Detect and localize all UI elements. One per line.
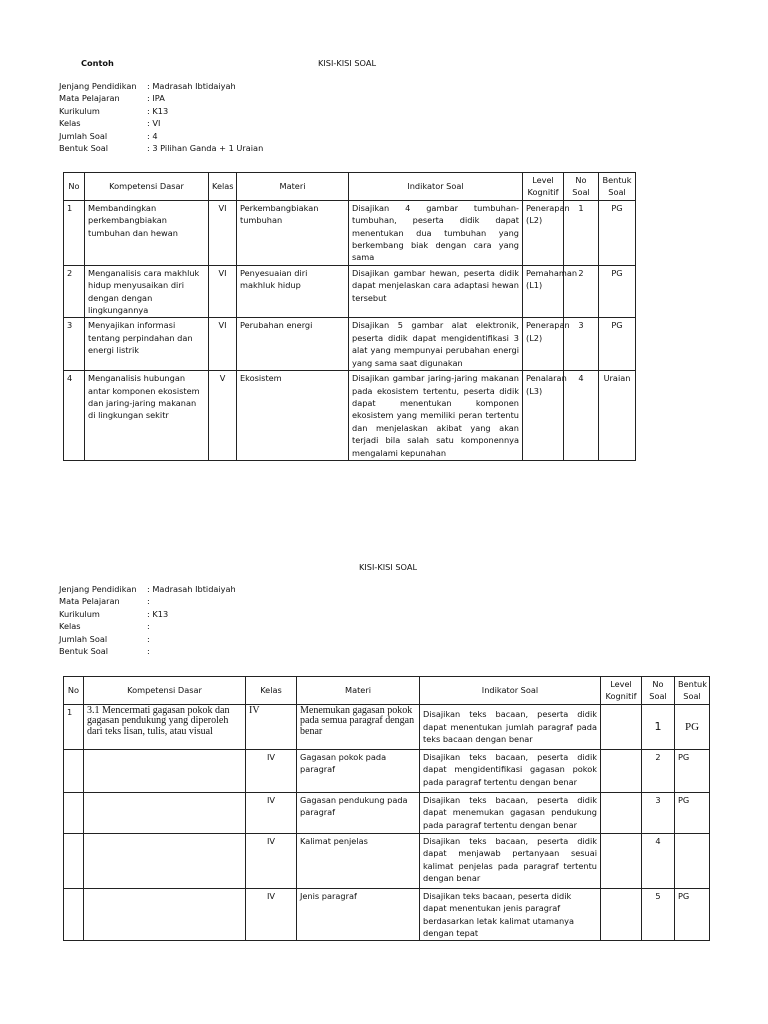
cell-bentuk: PG bbox=[599, 200, 636, 265]
cell-kd: Menganalisis hubungan antar komponen ekosistem dan jaring-jaring makanan di lingkungan sekitr bbox=[85, 371, 209, 461]
cell-level: Penerapan (L2) bbox=[523, 318, 564, 371]
meta-row bbox=[59, 130, 263, 142]
header-cell: Kelas bbox=[209, 173, 237, 201]
table-row bbox=[64, 200, 636, 265]
header-cell: Kompetensi Dasar bbox=[84, 677, 246, 705]
cell-materi: Jenis paragraf bbox=[297, 888, 420, 941]
cell-no: 2 bbox=[64, 265, 85, 318]
cell-level bbox=[601, 833, 642, 888]
header-cell: No Soal bbox=[564, 173, 599, 201]
kisi-table-1 bbox=[63, 172, 636, 461]
cell-indikator: Disajikan 4 gambar tumbuhan-tumbuhan, peserta didik dapat menentukan dua tumbuhan yang berkembang biak dengan cara yang sama bbox=[349, 200, 523, 265]
cell-nosoal: 1 bbox=[642, 704, 675, 749]
header-cell: Materi bbox=[297, 677, 420, 705]
cell-bentuk: PG bbox=[675, 749, 710, 792]
meta-block-2 bbox=[59, 583, 236, 657]
cell-bentuk: PG bbox=[599, 318, 636, 371]
cell-kd: 3.1 Mencermati gagasan pokok dan gagasan pendukung yang diperoleh dari teks lisan, tulis, atau visual bbox=[84, 704, 246, 749]
cell-bentuk: PG bbox=[675, 792, 710, 833]
cell-kelas: VI bbox=[209, 200, 237, 265]
header-cell: Indikator Soal bbox=[420, 677, 601, 705]
cell-materi: Perubahan energi bbox=[237, 318, 349, 371]
table-row bbox=[64, 792, 710, 833]
header-cell: No bbox=[64, 677, 84, 705]
cell-level: Penerapan (L2) bbox=[523, 200, 564, 265]
header-cell: Kompetensi Dasar bbox=[85, 173, 209, 201]
table-row bbox=[64, 371, 636, 461]
doc-title-2: KISI-KISI SOAL bbox=[359, 562, 418, 572]
cell-kd bbox=[84, 833, 246, 888]
cell-level bbox=[601, 792, 642, 833]
cell-materi: Menemukan gagasan pokok pada semua paragraf dengan benar bbox=[297, 704, 420, 749]
meta-key: Kurikulum bbox=[59, 105, 100, 116]
meta-key: Jumlah Soal bbox=[59, 633, 108, 644]
meta-value: : 4 bbox=[147, 130, 158, 141]
cell-kd: Menganalisis cara makhluk hidup menyusaikan diri dengan dengan lingkungannya bbox=[85, 265, 209, 318]
cell-materi: Kalimat penjelas bbox=[297, 833, 420, 888]
meta-row bbox=[59, 620, 236, 632]
meta-row bbox=[59, 645, 236, 657]
meta-value: : bbox=[147, 621, 150, 632]
cell-bentuk: PG bbox=[675, 888, 710, 941]
doc-title: KISI-KISI SOAL bbox=[318, 58, 377, 68]
cell-materi: Gagasan pendukung pada paragraf bbox=[297, 792, 420, 833]
meta-key: Kurikulum bbox=[59, 608, 100, 619]
table-row bbox=[64, 888, 710, 941]
meta-key: Mata Pelajaran bbox=[59, 596, 120, 607]
table-row bbox=[64, 749, 710, 792]
meta-row bbox=[59, 117, 263, 129]
header-cell: Bentuk Soal bbox=[675, 677, 710, 705]
header-cell: Indikator Soal bbox=[349, 173, 523, 201]
table-row bbox=[64, 265, 636, 318]
cell-kelas: IV bbox=[246, 749, 297, 792]
cell-kd bbox=[84, 749, 246, 792]
meta-key: Kelas bbox=[59, 621, 81, 632]
cell-nosoal: 4 bbox=[642, 833, 675, 888]
meta-value: : 3 Pilihan Ganda + 1 Uraian bbox=[147, 142, 264, 153]
cell-level bbox=[601, 749, 642, 792]
cell-nosoal: 2 bbox=[642, 749, 675, 792]
header-cell: Bentuk Soal bbox=[599, 173, 636, 201]
cell-bentuk: PG bbox=[599, 265, 636, 318]
meta-key: Kelas bbox=[59, 118, 81, 129]
cell-indikator: Disajikan gambar jaring-jaring makanan pada ekosistem tertentu, peserta didik dapat menentukan komponen ekosistem yang memiliki peran tertentu dan menjelaskan akibat yang akan terjadi bila salah satu komponennya mengalami kepunahan bbox=[349, 371, 523, 461]
cell-no bbox=[64, 792, 84, 833]
cell-level: Penalaran (L3) bbox=[523, 371, 564, 461]
cell-level bbox=[601, 888, 642, 941]
meta-key: Jenjang Pendidikan bbox=[59, 584, 137, 594]
header-cell: Materi bbox=[237, 173, 349, 201]
table-row bbox=[64, 704, 710, 749]
header-cell: No bbox=[64, 173, 85, 201]
cell-indikator: Disajikan teks bacaan, peserta didik dapat menemukan gagasan pendukung pada paragraf tertentu dengan benar bbox=[420, 792, 601, 833]
cell-no: 1 bbox=[64, 200, 85, 265]
meta-value: : Madrasah Ibtidaiyah bbox=[147, 584, 236, 594]
cell-kelas: VI bbox=[209, 318, 237, 371]
header-cell: No Soal bbox=[642, 677, 675, 705]
cell-kelas: VI bbox=[209, 265, 237, 318]
cell-kelas: IV bbox=[246, 704, 297, 749]
meta-value: : VI bbox=[147, 118, 161, 129]
cell-no bbox=[64, 833, 84, 888]
header-cell: Kelas bbox=[246, 677, 297, 705]
cell-materi: Perkembangbiakan tumbuhan bbox=[237, 200, 349, 265]
cell-kelas: IV bbox=[246, 833, 297, 888]
cell-no: 3 bbox=[64, 318, 85, 371]
cell-nosoal: 3 bbox=[564, 318, 599, 371]
meta-value: : Madrasah Ibtidaiyah bbox=[147, 81, 236, 91]
cell-kelas: V bbox=[209, 371, 237, 461]
cell-no bbox=[64, 749, 84, 792]
cell-indikator: Disajikan teks bacaan, peserta didik dapat menentukan jumlah paragraf pada teks bacaan dengan benar bbox=[420, 704, 601, 749]
example-label: Contoh bbox=[81, 58, 114, 68]
header-cell: Level Kognitif bbox=[523, 173, 564, 201]
meta-row bbox=[59, 142, 263, 154]
meta-row bbox=[59, 80, 263, 92]
cell-indikator: Disajikan teks bacaan, peserta didik dapat menjawab pertanyaan sesuai kalimat penjelas pada paragraf tertentu dengan benar bbox=[420, 833, 601, 888]
cell-level bbox=[601, 704, 642, 749]
table-header-row bbox=[64, 173, 636, 201]
cell-no: 1 bbox=[64, 704, 84, 749]
cell-no bbox=[64, 888, 84, 941]
meta-key: Mata Pelajaran bbox=[59, 93, 120, 104]
meta-key: Bentuk Soal bbox=[59, 142, 109, 153]
cell-bentuk: Uraian bbox=[599, 371, 636, 461]
meta-value: : bbox=[147, 633, 150, 644]
cell-kd: Menyajikan informasi tentang perpindahan dan energi listrik bbox=[85, 318, 209, 371]
cell-kd bbox=[84, 888, 246, 941]
table-row bbox=[64, 318, 636, 371]
cell-nosoal: 2 bbox=[564, 265, 599, 318]
table-header-row bbox=[64, 677, 710, 705]
meta-value: : K13 bbox=[147, 608, 169, 619]
cell-materi: Penyesuaian diri makhluk hidup bbox=[237, 265, 349, 318]
meta-row bbox=[59, 633, 236, 645]
meta-row bbox=[59, 595, 236, 607]
meta-value: : K13 bbox=[147, 105, 169, 116]
kisi-table-2 bbox=[63, 676, 710, 941]
cell-nosoal: 4 bbox=[564, 371, 599, 461]
meta-row bbox=[59, 583, 236, 595]
meta-key: Jumlah Soal bbox=[59, 130, 108, 141]
cell-kelas: IV bbox=[246, 792, 297, 833]
cell-kd bbox=[84, 792, 246, 833]
header-cell: Level Kognitif bbox=[601, 677, 642, 705]
cell-no: 4 bbox=[64, 371, 85, 461]
cell-bentuk: PG bbox=[675, 704, 710, 749]
meta-row bbox=[59, 105, 263, 117]
table-row bbox=[64, 833, 710, 888]
cell-indikator: Disajikan teks bacaan, peserta didik dapat mengidentifikasi gagasan pokok pada paragraf tertentu dengan benar bbox=[420, 749, 601, 792]
cell-indikator: Disajikan teks bacaan, peserta didik dapat menentukan jenis paragraf berdasarkan letak kalimat utamanya dengan tepat bbox=[420, 888, 601, 941]
cell-nosoal: 3 bbox=[642, 792, 675, 833]
meta-value: : bbox=[147, 645, 150, 656]
cell-kelas: IV bbox=[246, 888, 297, 941]
cell-level: Pemahaman (L1) bbox=[523, 265, 564, 318]
cell-kd: Membandingkan perkembangbiakan tumbuhan dan hewan bbox=[85, 200, 209, 265]
meta-key: Bentuk Soal bbox=[59, 645, 109, 656]
cell-indikator: Disajikan gambar hewan, peserta didik dapat menjelaskan cara adaptasi hewan tersebut bbox=[349, 265, 523, 318]
cell-nosoal: 1 bbox=[564, 200, 599, 265]
meta-row bbox=[59, 608, 236, 620]
meta-value: : IPA bbox=[147, 93, 165, 104]
meta-value: : bbox=[147, 596, 150, 607]
cell-nosoal: 5 bbox=[642, 888, 675, 941]
cell-materi: Ekosistem bbox=[237, 371, 349, 461]
cell-indikator: Disajikan 5 gambar alat elektronik, peserta didik dapat mengidentifikasi 3 alat yang mempunyai perubahan energi yang sama saat digunakan bbox=[349, 318, 523, 371]
meta-block-1 bbox=[59, 80, 263, 154]
cell-materi: Gagasan pokok pada paragraf bbox=[297, 749, 420, 792]
meta-row bbox=[59, 92, 263, 104]
cell-bentuk bbox=[675, 833, 710, 888]
meta-key: Jenjang Pendidikan bbox=[59, 81, 137, 91]
